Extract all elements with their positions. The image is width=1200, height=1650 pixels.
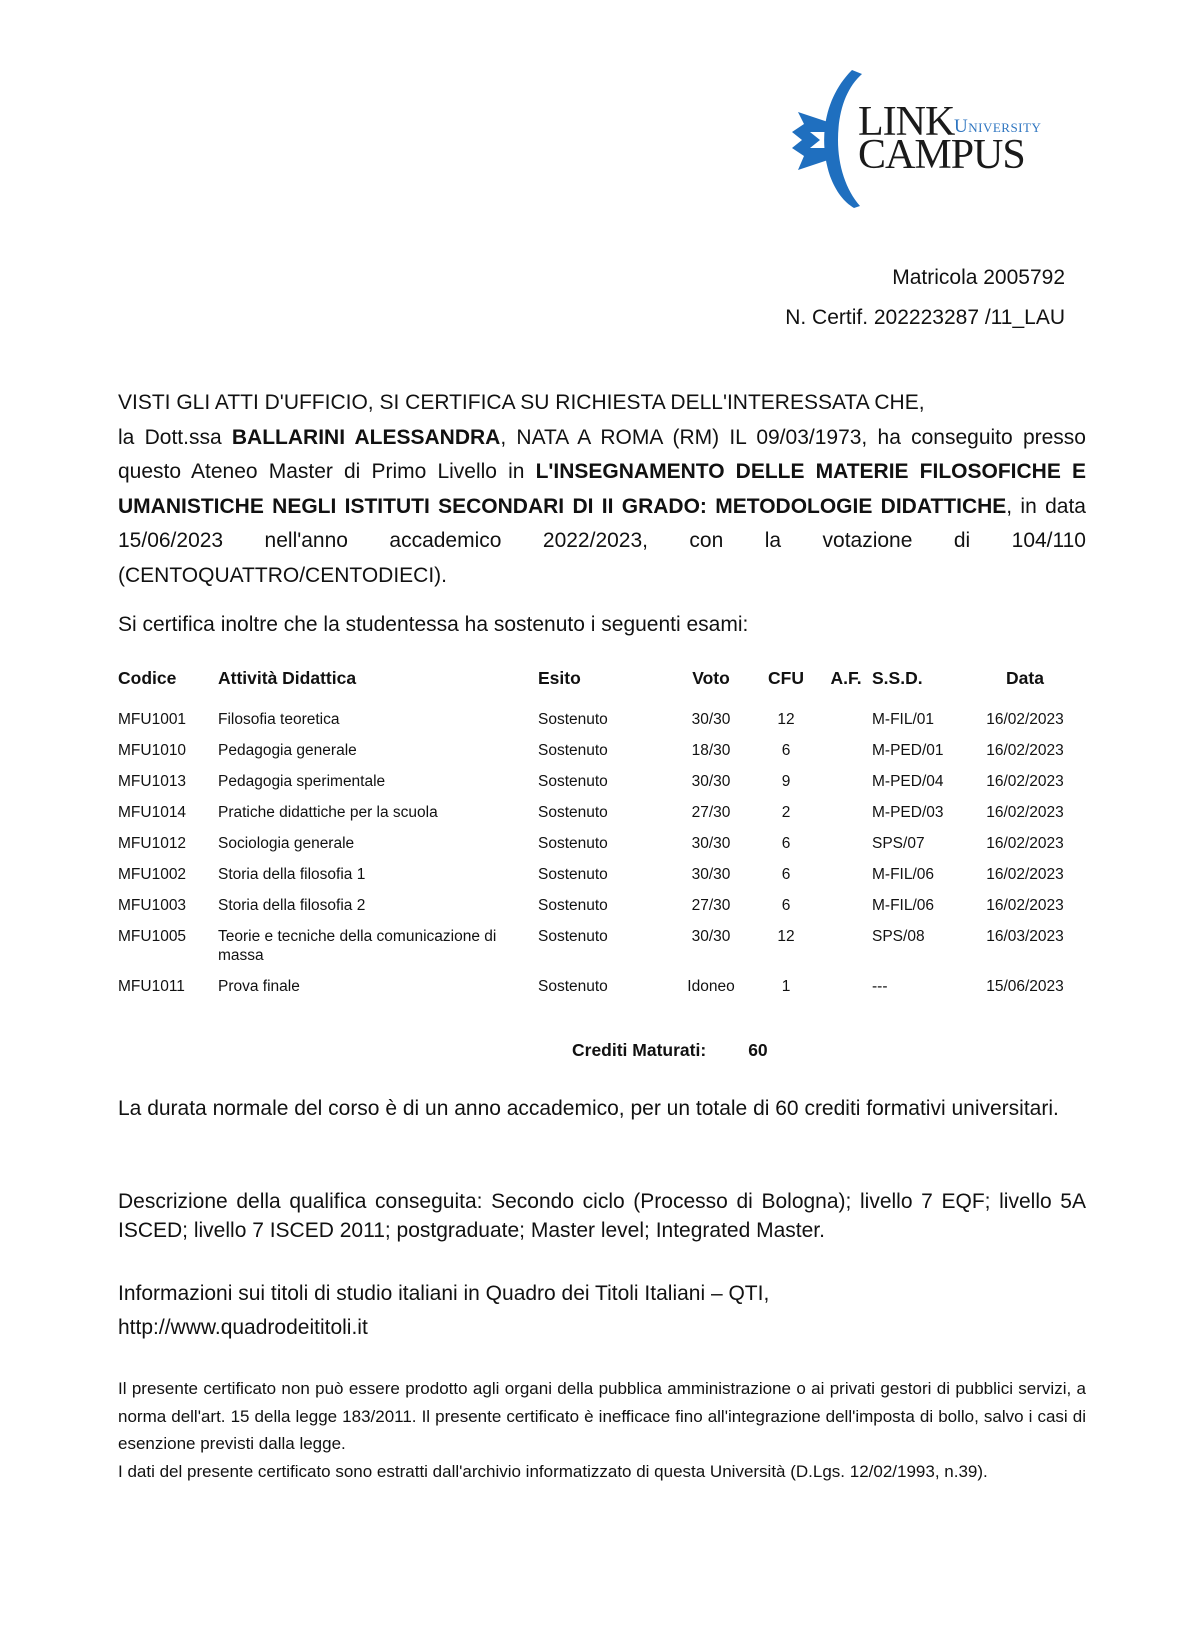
cell-ssd: M-FIL/01 xyxy=(872,711,935,728)
statement-opening: VISTI GLI ATTI D'UFFICIO, SI CERTIFICA SU RICHIESTA DELL'INTERESSATA CHE, xyxy=(118,391,925,414)
cell-ssd: M-FIL/06 xyxy=(872,897,935,914)
cell-cfu: 6 xyxy=(781,897,791,914)
cell-esito: Sostenuto xyxy=(538,711,608,728)
course-duration: La durata normale del corso è di un anno accademico, per un totale di 60 crediti formativi universitari. xyxy=(118,1097,1059,1120)
qti-info-text: Informazioni sui titoli di studio italiani in Quadro dei Titoli Italiani – QTI, xyxy=(118,1282,770,1305)
student-name: BALLARINI ALESSANDRA xyxy=(231,425,501,449)
master-title: L'INSEGNAMENTO DELLE MATERIE FILOSOFICHE E UMANISTICHE NEGLI ISTITUTI SECONDARI DI II GRADO: METODOLOGIE DIDATTICHE xyxy=(118,460,1086,518)
cell-attivita: Filosofia teoretica xyxy=(218,711,340,728)
cell-voto: 18/30 xyxy=(691,742,731,759)
birth-info: , NATA A ROMA (RM) IL 09/03/1973, ha conseguito presso questo Ateneo Master di Primo Livello in xyxy=(118,425,1086,483)
legal-notice xyxy=(118,1375,1086,1485)
header-data: Data xyxy=(1006,668,1044,688)
header-ssd: S.S.D. xyxy=(872,668,923,688)
exams-table xyxy=(118,668,1070,1008)
cell-voto: 30/30 xyxy=(691,866,731,883)
cell-codice: MFU1010 xyxy=(118,742,187,759)
cell-esito: Sostenuto xyxy=(538,866,608,883)
cell-ssd: M-PED/04 xyxy=(872,773,944,790)
header-attivita: Attività Didattica xyxy=(218,668,357,688)
cell-esito: Sostenuto xyxy=(538,928,608,945)
cell-cfu: 12 xyxy=(777,928,795,945)
cell-codice: MFU1013 xyxy=(118,773,187,790)
credits-total xyxy=(572,1040,768,1061)
qualification-description: Descrizione della qualifica conseguita: Secondo ciclo (Processo di Bologna); livello 7 EQF; livello 5A ISCED; livello 7 ISCED 2011; postgraduate; Master level; Integrated Master. xyxy=(118,1190,1086,1242)
cell-af xyxy=(820,834,872,865)
certification-statement xyxy=(118,386,1086,593)
cell-voto: 27/30 xyxy=(691,897,731,914)
table-row xyxy=(118,977,1070,1008)
cell-ssd: M-PED/03 xyxy=(872,804,944,821)
cell-data: 16/02/2023 xyxy=(986,897,1064,914)
cell-esito: Sostenuto xyxy=(538,773,608,790)
table-row xyxy=(118,896,1070,927)
cell-codice: MFU1011 xyxy=(118,978,185,995)
cell-ssd: M-FIL/06 xyxy=(872,866,935,883)
cell-data: 16/02/2023 xyxy=(986,804,1064,821)
cell-af xyxy=(820,865,872,896)
cell-cfu: 6 xyxy=(781,866,791,883)
header-esito: Esito xyxy=(538,668,581,688)
table-row xyxy=(118,710,1070,741)
header-codice: Codice xyxy=(118,668,177,688)
cell-af xyxy=(820,927,872,977)
header-cfu: CFU xyxy=(768,668,804,688)
university-logo xyxy=(790,68,1070,208)
cell-voto: 30/30 xyxy=(691,928,731,945)
cell-codice: MFU1005 xyxy=(118,928,187,945)
cell-esito: Sostenuto xyxy=(538,742,608,759)
logo-campus-text: CAMPUS xyxy=(858,131,1025,178)
logo-link-text: LINK xyxy=(858,99,955,145)
cell-attivita: Sociologia generale xyxy=(218,835,355,852)
certificate-number: N. Certif. 202223287 /11_LAU xyxy=(785,306,1065,329)
cell-esito: Sostenuto xyxy=(538,804,608,821)
table-row xyxy=(118,834,1070,865)
cell-af xyxy=(820,803,872,834)
cell-codice: MFU1001 xyxy=(118,711,187,728)
table-row xyxy=(118,741,1070,772)
cell-data: 16/02/2023 xyxy=(986,711,1064,728)
logo-wordmark xyxy=(858,99,1042,178)
cell-ssd: SPS/07 xyxy=(872,835,925,852)
cell-voto: 27/30 xyxy=(691,804,731,821)
cell-cfu: 6 xyxy=(781,835,791,852)
table-header-row xyxy=(118,668,1070,710)
cell-attivita: Storia della filosofia 2 xyxy=(218,897,366,914)
cell-codice: MFU1002 xyxy=(118,866,187,883)
table-row xyxy=(118,803,1070,834)
matricola: Matricola 2005792 xyxy=(892,266,1065,289)
cell-codice: MFU1012 xyxy=(118,835,187,852)
title-prefix: la Dott.ssa xyxy=(118,425,232,449)
credits-value: 60 xyxy=(748,1040,768,1060)
cell-voto: 30/30 xyxy=(691,711,731,728)
cell-cfu: 1 xyxy=(781,978,791,995)
cell-data: 16/02/2023 xyxy=(986,773,1064,790)
legal-notice-source: I dati del presente certificato sono estratti dall'archivio informatizzato di questa Università (D.Lgs. 12/02/1993, n.39). xyxy=(118,1461,988,1481)
cell-af xyxy=(820,741,872,772)
qti-info xyxy=(118,1277,1086,1345)
cell-voto: 30/30 xyxy=(691,773,731,790)
cell-data: 16/03/2023 xyxy=(986,928,1064,945)
cell-ssd: M-PED/01 xyxy=(872,742,944,759)
cell-esito: Sostenuto xyxy=(538,835,608,852)
qti-link[interactable]: http://www.quadrodeititoli.it xyxy=(118,1316,368,1339)
cell-ssd: --- xyxy=(872,978,888,995)
cell-af xyxy=(820,977,872,1008)
cell-af xyxy=(820,710,872,741)
cell-data: 16/02/2023 xyxy=(986,835,1064,852)
cell-data: 16/02/2023 xyxy=(986,866,1064,883)
cell-af xyxy=(820,772,872,803)
exams-intro: Si certifica inoltre che la studentessa ha sostenuto i seguenti esami: xyxy=(118,613,749,636)
cell-attivita: Teorie e tecniche della comunicazione di massa xyxy=(218,928,497,964)
legal-notice-usage: Il presente certificato non può essere prodotto agli organi della pubblica amministrazione o ai privati gestori di pubblici servizi, a norma dell'art. 15 della legge 183/2011. Il presente certificato è inefficace fino all'integrazione dell'imposta di bollo, salvo i casi di esenzione previsti dalla legge. xyxy=(118,1379,1086,1453)
header-voto: Voto xyxy=(692,668,730,688)
cell-codice: MFU1014 xyxy=(118,804,187,821)
cell-data: 15/06/2023 xyxy=(986,978,1064,995)
certificate-references xyxy=(785,258,1065,338)
cell-cfu: 9 xyxy=(781,773,791,790)
cell-af xyxy=(820,896,872,927)
credits-label: Crediti Maturati: xyxy=(572,1040,707,1060)
logo-university-text: University xyxy=(954,116,1042,137)
cell-cfu: 2 xyxy=(781,804,791,821)
cell-attivita: Prova finale xyxy=(218,978,300,995)
cell-cfu: 12 xyxy=(777,711,795,728)
cell-voto: 30/30 xyxy=(691,835,731,852)
table-row xyxy=(118,865,1070,896)
completion-info: , in data 15/06/2023 nell'anno accademico 2022/2023, con la votazione di 104/110 (CENTOQUATTRO/CENTODIECI). xyxy=(118,494,1086,587)
cell-voto: Idoneo xyxy=(687,978,735,995)
cell-codice: MFU1003 xyxy=(118,897,187,914)
cell-attivita: Storia della filosofia 1 xyxy=(218,866,366,883)
cell-attivita: Pedagogia sperimentale xyxy=(218,773,386,790)
header-af: A.F. xyxy=(830,668,862,688)
cell-ssd: SPS/08 xyxy=(872,928,925,945)
cell-cfu: 6 xyxy=(781,742,791,759)
cell-esito: Sostenuto xyxy=(538,897,608,914)
table-row xyxy=(118,927,1070,977)
cell-attivita: Pratiche didattiche per la scuola xyxy=(218,804,438,821)
cell-esito: Sostenuto xyxy=(538,978,608,995)
table-row xyxy=(118,772,1070,803)
cell-attivita: Pedagogia generale xyxy=(218,742,357,759)
cell-data: 16/02/2023 xyxy=(986,742,1064,759)
